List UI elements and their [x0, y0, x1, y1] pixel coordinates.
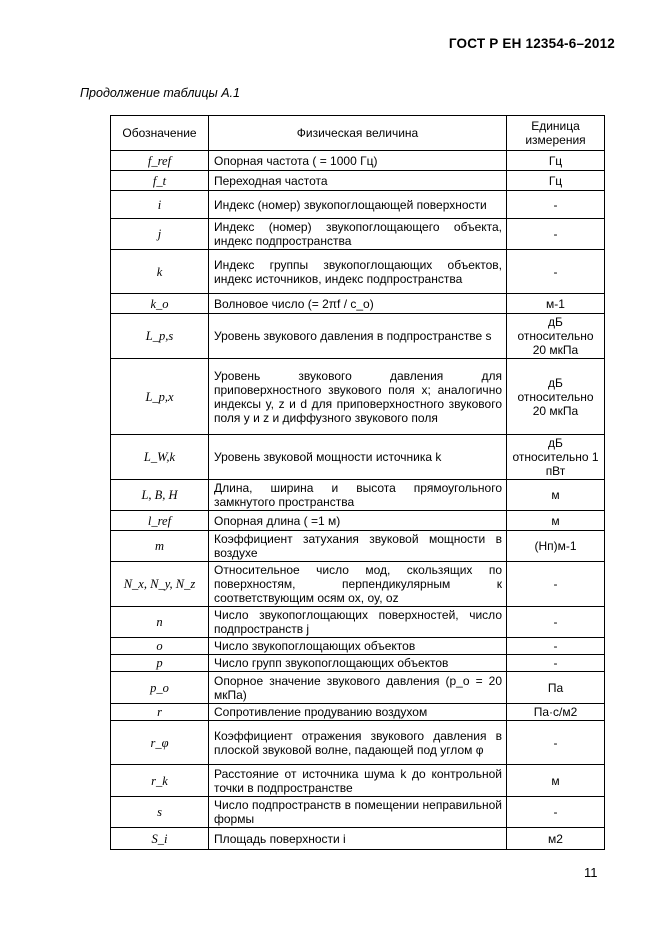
table-row: [111, 314, 605, 359]
table-row: [111, 765, 605, 797]
table-row: [111, 480, 605, 511]
quantity-cell: Волновое число (= 2πf / c_o): [209, 294, 507, 314]
unit-cell: дБ относительно 20 мкПа: [507, 359, 605, 435]
quantity-cell: Опорное значение звукового давления (p_o = 20 мкПа): [209, 672, 507, 704]
quantity-cell: Опорная длина ( =1 м): [209, 511, 507, 531]
unit-cell: Па: [507, 672, 605, 704]
quantity-cell: Число групп звукопоглощающих объектов: [209, 655, 507, 672]
table-row: [111, 797, 605, 828]
table-row: [111, 828, 605, 850]
symbol-cell: o: [111, 638, 209, 655]
symbols-table: [110, 115, 605, 850]
quantity-cell: Число звукопоглощающих объектов: [209, 638, 507, 655]
table-row: [111, 607, 605, 638]
unit-cell: -: [507, 250, 605, 294]
unit-cell: -: [507, 638, 605, 655]
unit-cell: -: [507, 721, 605, 765]
quantity-cell: Уровень звукового давления для приповерхностного звукового поля x; аналогично индексы y, z и d для приповерхностного звукового поля y и z и диффузного звукового поля: [209, 359, 507, 435]
symbol-cell: k: [111, 250, 209, 294]
quantity-cell: Опорная частота ( = 1000 Гц): [209, 151, 507, 171]
table-row: [111, 250, 605, 294]
quantity-cell: Уровень звукового давления в подпространстве s: [209, 314, 507, 359]
column-header: Обозначение: [111, 116, 209, 151]
symbol-cell: s: [111, 797, 209, 828]
symbol-cell: S_i: [111, 828, 209, 850]
column-header: Единица измерения: [507, 116, 605, 151]
symbol-cell: L_p,x: [111, 359, 209, 435]
table-row: [111, 151, 605, 171]
unit-cell: -: [507, 191, 605, 219]
table-row: [111, 704, 605, 721]
symbol-cell: f_t: [111, 171, 209, 191]
quantity-cell: Индекс (номер) звукопоглощающей поверхности: [209, 191, 507, 219]
symbol-cell: L, B, H: [111, 480, 209, 511]
table-header-row: [111, 116, 605, 151]
symbol-cell: L_W,k: [111, 435, 209, 480]
unit-cell: Гц: [507, 171, 605, 191]
unit-cell: -: [507, 562, 605, 607]
quantity-cell: Относительное число мод, скользящих по поверхностям, перпендикулярным к соответствующим осям ox, oy, oz: [209, 562, 507, 607]
table-row: [111, 655, 605, 672]
quantity-cell: Площадь поверхности i: [209, 828, 507, 850]
quantity-cell: Уровень звуковой мощности источника k: [209, 435, 507, 480]
column-header: Физическая величина: [209, 116, 507, 151]
symbol-cell: p_o: [111, 672, 209, 704]
table-row: [111, 219, 605, 250]
quantity-cell: Коэффициент отражения звукового давления в плоской звуковой волне, падающей под углом φ: [209, 721, 507, 765]
symbol-cell: r_φ: [111, 721, 209, 765]
symbol-cell: n: [111, 607, 209, 638]
table-row: [111, 531, 605, 562]
quantity-cell: Сопротивление продуванию воздухом: [209, 704, 507, 721]
table-caption: Продолжение таблицы А.1: [80, 86, 240, 100]
document-id: ГОСТ Р ЕН 12354-6–2012: [448, 36, 615, 51]
unit-cell: -: [507, 219, 605, 250]
symbol-cell: r_k: [111, 765, 209, 797]
symbol-cell: j: [111, 219, 209, 250]
unit-cell: м: [507, 480, 605, 511]
unit-cell: -: [507, 797, 605, 828]
table-row: [111, 294, 605, 314]
unit-cell: Па·с/м2: [507, 704, 605, 721]
symbol-cell: l_ref: [111, 511, 209, 531]
table-row: [111, 511, 605, 531]
quantity-cell: Число подпространств в помещении неправильной формы: [209, 797, 507, 828]
unit-cell: -: [507, 607, 605, 638]
symbol-cell: N_x, N_y, N_z: [111, 562, 209, 607]
table-row: [111, 435, 605, 480]
unit-cell: (Нп)м-1: [507, 531, 605, 562]
quantity-cell: Переходная частота: [209, 171, 507, 191]
quantity-cell: Коэффициент затухания звуковой мощности в воздухе: [209, 531, 507, 562]
unit-cell: м2: [507, 828, 605, 850]
symbol-cell: i: [111, 191, 209, 219]
table-row: [111, 672, 605, 704]
symbol-cell: k_o: [111, 294, 209, 314]
quantity-cell: Число звукопоглощающих поверхностей, число подпространств j: [209, 607, 507, 638]
table-row: [111, 638, 605, 655]
table-row: [111, 359, 605, 435]
symbol-cell: m: [111, 531, 209, 562]
page-number: 11: [584, 865, 598, 880]
quantity-cell: Индекс группы звукопоглощающих объектов, индекс источников, индекс подпространства: [209, 250, 507, 294]
unit-cell: Гц: [507, 151, 605, 171]
symbol-cell: p: [111, 655, 209, 672]
symbol-cell: f_ref: [111, 151, 209, 171]
unit-cell: дБ относительно 1 пВт: [507, 435, 605, 480]
table-row: [111, 562, 605, 607]
quantity-cell: Индекс (номер) звукопоглощающего объекта, индекс подпространства: [209, 219, 507, 250]
quantity-cell: Расстояние от источника шума k до контрольной точки в подпространстве: [209, 765, 507, 797]
unit-cell: м: [507, 765, 605, 797]
symbol-cell: r: [111, 704, 209, 721]
quantity-cell: Длина, ширина и высота прямоугольного замкнутого пространства: [209, 480, 507, 511]
unit-cell: дБ относительно 20 мкПа: [507, 314, 605, 359]
table-row: [111, 171, 605, 191]
table-row: [111, 721, 605, 765]
unit-cell: м: [507, 511, 605, 531]
table-row: [111, 191, 605, 219]
unit-cell: м-1: [507, 294, 605, 314]
unit-cell: -: [507, 655, 605, 672]
symbol-cell: L_p,s: [111, 314, 209, 359]
